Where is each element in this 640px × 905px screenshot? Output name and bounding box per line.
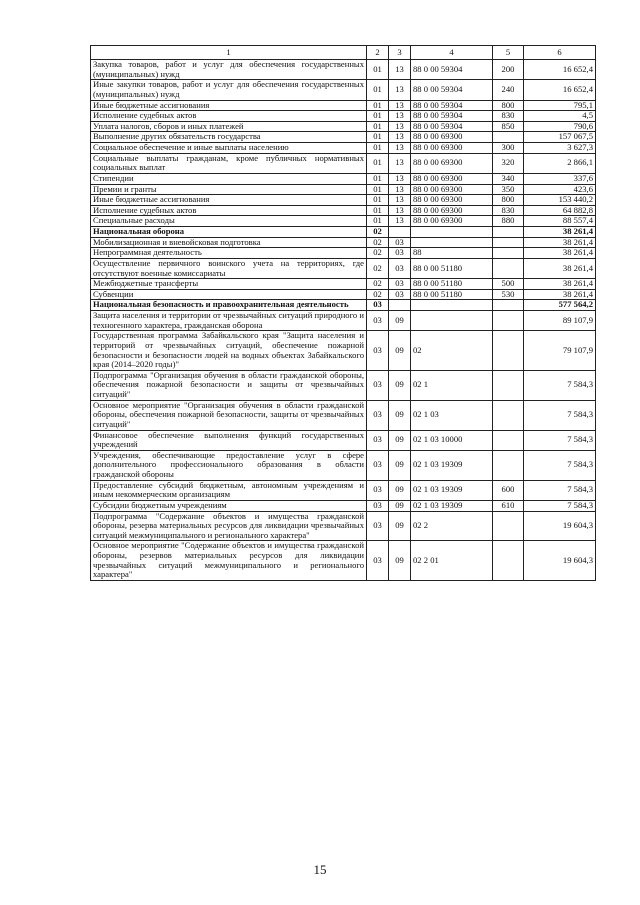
row-section: 01 [367,143,389,154]
row-name: Национальная безопасность и правоохранительная деятельность [91,300,367,311]
row-amount: 38 261,4 [524,248,596,259]
table-row [91,331,596,371]
row-amount: 423,6 [524,184,596,195]
row-expense-type: 200 [493,60,524,80]
row-section: 03 [367,370,389,400]
row-name: Иные бюджетные ассигнования [91,195,367,206]
row-subsection: 03 [389,289,411,300]
row-expense-type [493,430,524,450]
row-expense-type: 850 [493,121,524,132]
row-name: Мобилизационная и вневойсковая подготовка [91,237,367,248]
page-number: 15 [313,862,327,877]
row-amount: 7 584,3 [524,480,596,500]
row-name: Закупка товаров, работ и услуг для обеспечения государственных (муниципальных) нужд [91,60,367,80]
row-expense-type [493,541,524,581]
row-subsection: 13 [389,205,411,216]
row-amount: 4,5 [524,111,596,122]
row-subsection: 13 [389,100,411,111]
row-subsection: 13 [389,216,411,227]
row-subsection: 13 [389,173,411,184]
table-row [91,248,596,259]
header-col-1: 1 [91,46,367,60]
row-section: 01 [367,195,389,206]
row-subsection: 09 [389,331,411,371]
row-subsection: 09 [389,450,411,480]
table-row [91,195,596,206]
row-section: 03 [367,430,389,450]
table-row [91,80,596,100]
table-row [91,511,596,541]
table-row [91,173,596,184]
row-target-article: 88 0 00 69300 [411,205,493,216]
row-amount: 19 604,3 [524,511,596,541]
row-section: 01 [367,121,389,132]
row-subsection: 13 [389,111,411,122]
header-col-4: 4 [411,46,493,60]
table-body [91,60,596,581]
row-target-article [411,237,493,248]
row-amount: 795,1 [524,100,596,111]
row-amount: 88 557,4 [524,216,596,227]
row-expense-type: 500 [493,279,524,290]
row-amount: 157 067,5 [524,132,596,143]
budget-table [90,45,596,581]
table-row [91,153,596,173]
row-amount: 38 261,4 [524,237,596,248]
table-row [91,237,596,248]
row-subsection: 13 [389,132,411,143]
row-name: Финансовое обеспечение выполнения функций государственных учреждений [91,430,367,450]
row-section: 03 [367,300,389,311]
row-section: 01 [367,205,389,216]
row-expense-type: 830 [493,111,524,122]
row-expense-type [493,331,524,371]
row-target-article [411,227,493,238]
row-target-article: 88 0 00 59304 [411,100,493,111]
row-subsection: 09 [389,500,411,511]
row-amount: 153 440,2 [524,195,596,206]
row-amount: 7 584,3 [524,450,596,480]
row-target-article: 02 1 03 19309 [411,500,493,511]
table-row [91,500,596,511]
row-amount: 38 261,4 [524,279,596,290]
table-row [91,430,596,450]
row-subsection: 09 [389,511,411,541]
row-subsection: 13 [389,80,411,100]
row-name: Подпрограмма "Содержание объектов и имущества гражданской обороны, резерва материальных ресурсов для ликвидации чрезвычайных ситуаций межмуниципального и регионального характера" [91,511,367,541]
row-subsection: 09 [389,480,411,500]
row-name: Основное мероприятие "Организация обучения в области гражданской обороны, обеспечения пожарной безопасности, защиты от чрезвычайных ситуаций" [91,400,367,430]
row-subsection: 03 [389,237,411,248]
row-expense-type [493,258,524,278]
row-subsection: 09 [389,370,411,400]
row-amount: 38 261,4 [524,289,596,300]
row-target-article: 02 2 [411,511,493,541]
row-name: Подпрограмма "Организация обучения в области гражданской обороны, обеспечения пожарной безопасности и защиты от чрезвычайных ситуаций" [91,370,367,400]
row-section: 01 [367,60,389,80]
row-expense-type [493,237,524,248]
row-section: 02 [367,279,389,290]
row-target-article: 88 0 00 69300 [411,173,493,184]
table-row [91,400,596,430]
row-name: Субсидии бюджетным учреждениям [91,500,367,511]
row-amount: 7 584,3 [524,370,596,400]
row-target-article: 88 0 00 69300 [411,153,493,173]
table-row [91,370,596,400]
row-name: Учреждения, обеспечивающие предоставление услуг в сфере дополнительного профессионального образования в области гражданской обороны [91,450,367,480]
row-name: Государственная программа Забайкальского края "Защита населения и территорий от чрезвычайных ситуаций, обеспечение пожарной безопасности и безопасности людей на водных объектах Забайкальского края (2014–2020 годы)" [91,331,367,371]
row-amount: 79 107,9 [524,331,596,371]
row-section: 02 [367,248,389,259]
table-row [91,311,596,331]
row-name: Стипендии [91,173,367,184]
row-amount: 64 882,8 [524,205,596,216]
row-target-article: 02 [411,331,493,371]
row-subsection: 09 [389,311,411,331]
row-subsection: 03 [389,248,411,259]
row-name: Осуществление первичного воинского учета на территориях, где отсутствуют военные комиссариаты [91,258,367,278]
row-target-article: 02 1 [411,370,493,400]
row-expense-type [493,370,524,400]
row-expense-type [493,511,524,541]
header-col-2: 2 [367,46,389,60]
row-name: Субвенции [91,289,367,300]
row-section: 01 [367,132,389,143]
row-name: Исполнение судебных актов [91,205,367,216]
row-subsection: 13 [389,143,411,154]
table-row [91,100,596,111]
row-expense-type [493,300,524,311]
row-target-article: 88 0 00 69300 [411,143,493,154]
row-name: Национальная оборона [91,227,367,238]
row-expense-type: 800 [493,100,524,111]
row-expense-type: 350 [493,184,524,195]
row-subsection: 09 [389,430,411,450]
table-row [91,143,596,154]
row-section: 01 [367,184,389,195]
row-amount: 7 584,3 [524,430,596,450]
row-expense-type: 530 [493,289,524,300]
table-row [91,111,596,122]
row-target-article: 88 0 00 69300 [411,195,493,206]
row-amount: 89 107,9 [524,311,596,331]
row-section: 03 [367,480,389,500]
row-expense-type [493,227,524,238]
row-target-article: 88 0 00 59304 [411,80,493,100]
row-amount: 19 604,3 [524,541,596,581]
row-amount: 337,6 [524,173,596,184]
row-expense-type [493,248,524,259]
row-target-article: 88 0 00 51180 [411,279,493,290]
row-subsection: 13 [389,195,411,206]
row-expense-type: 880 [493,216,524,227]
row-amount: 2 866,1 [524,153,596,173]
row-target-article: 88 0 00 51180 [411,258,493,278]
row-target-article: 02 1 03 10000 [411,430,493,450]
row-subsection [389,300,411,311]
row-expense-type: 800 [493,195,524,206]
row-section: 03 [367,400,389,430]
row-amount: 38 261,4 [524,258,596,278]
row-subsection: 09 [389,541,411,581]
row-expense-type [493,450,524,480]
row-expense-type: 600 [493,480,524,500]
row-amount: 16 652,4 [524,80,596,100]
row-section: 03 [367,450,389,480]
row-expense-type: 340 [493,173,524,184]
row-expense-type: 300 [493,143,524,154]
row-name: Социальные выплаты гражданам, кроме публичных нормативных социальных выплат [91,153,367,173]
row-amount: 38 261,4 [524,227,596,238]
row-section: 01 [367,216,389,227]
row-amount: 577 564,2 [524,300,596,311]
row-name: Уплата налогов, сборов и иных платежей [91,121,367,132]
row-target-article: 88 0 00 59304 [411,111,493,122]
row-section: 01 [367,111,389,122]
row-target-article: 88 0 00 69300 [411,184,493,195]
row-section: 02 [367,227,389,238]
row-target-article [411,311,493,331]
header-col-3: 3 [389,46,411,60]
row-name: Премии и гранты [91,184,367,195]
row-target-article: 02 2 01 [411,541,493,581]
header-col-5: 5 [493,46,524,60]
row-target-article: 88 0 00 59304 [411,60,493,80]
row-name: Иные бюджетные ассигнования [91,100,367,111]
row-amount: 3 627,3 [524,143,596,154]
row-subsection: 13 [389,153,411,173]
row-expense-type: 320 [493,153,524,173]
row-amount: 7 584,3 [524,500,596,511]
row-section: 01 [367,100,389,111]
row-amount: 790,6 [524,121,596,132]
table-row [91,184,596,195]
row-subsection: 13 [389,184,411,195]
row-name: Основное мероприятие "Содержание объектов и имущества гражданской обороны, резервов материальных ресурсов для ликвидации чрезвычайных ситуаций межмуниципального и регионального характера" [91,541,367,581]
row-section: 03 [367,331,389,371]
table-row [91,279,596,290]
row-expense-type [493,132,524,143]
row-name: Специальные расходы [91,216,367,227]
row-subsection: 13 [389,60,411,80]
row-name: Защита населения и территории от чрезвычайных ситуаций природного и техногенного характера, гражданская оборона [91,311,367,331]
row-section: 01 [367,80,389,100]
table-row [91,541,596,581]
table-row [91,132,596,143]
table-row [91,289,596,300]
row-expense-type: 610 [493,500,524,511]
row-target-article: 02 1 03 [411,400,493,430]
row-section: 02 [367,289,389,300]
row-subsection [389,227,411,238]
row-subsection: 13 [389,121,411,132]
row-target-article: 88 0 00 51180 [411,289,493,300]
row-section: 03 [367,500,389,511]
row-target-article [411,300,493,311]
row-target-article: 88 0 00 69300 [411,216,493,227]
row-name: Выполнение других обязательств государства [91,132,367,143]
table-row [91,300,596,311]
row-target-article: 88 0 00 69300 [411,132,493,143]
row-amount: 16 652,4 [524,60,596,80]
row-target-article: 02 1 03 19309 [411,450,493,480]
row-expense-type: 240 [493,80,524,100]
row-expense-type [493,311,524,331]
row-amount: 7 584,3 [524,400,596,430]
table-row [91,216,596,227]
table-row [91,258,596,278]
row-section: 02 [367,237,389,248]
table-row [91,121,596,132]
header-col-6: 6 [524,46,596,60]
table-row [91,227,596,238]
row-name: Непрограммная деятельность [91,248,367,259]
row-name: Социальное обеспечение и иные выплаты населению [91,143,367,154]
row-name: Исполнение судебных актов [91,111,367,122]
row-expense-type [493,400,524,430]
row-subsection: 09 [389,400,411,430]
row-section: 02 [367,258,389,278]
row-name: Иные закупки товаров, работ и услуг для обеспечения государственных (муниципальных) нужд [91,80,367,100]
row-expense-type: 830 [493,205,524,216]
row-name: Межбюджетные трансферты [91,279,367,290]
table-row [91,480,596,500]
row-subsection: 03 [389,279,411,290]
row-section: 01 [367,153,389,173]
row-section: 01 [367,173,389,184]
row-target-article: 88 0 00 59304 [411,121,493,132]
row-section: 03 [367,311,389,331]
row-name: Предоставление субсидий бюджетным, автономным учреждениям и иным некоммерческим организациям [91,480,367,500]
row-subsection: 03 [389,258,411,278]
table-header-row [91,46,596,60]
table-row [91,60,596,80]
table-row [91,205,596,216]
table-row [91,450,596,480]
row-section: 03 [367,541,389,581]
row-section: 03 [367,511,389,541]
row-target-article: 88 [411,248,493,259]
row-target-article: 02 1 03 19309 [411,480,493,500]
